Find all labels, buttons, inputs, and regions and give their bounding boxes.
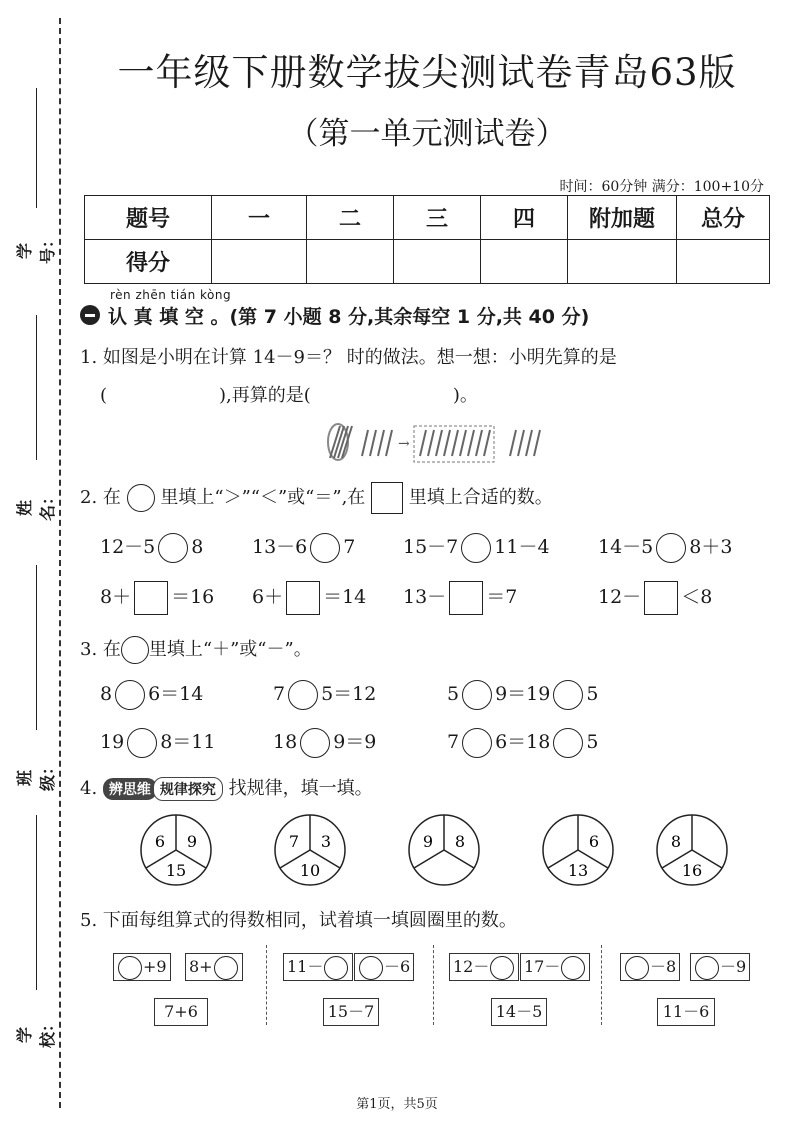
expr-tail: 5 bbox=[586, 731, 599, 753]
q2-row1-item bbox=[598, 532, 732, 563]
expr-left: 12－ bbox=[598, 586, 642, 608]
score-input-cell[interactable] bbox=[394, 240, 481, 284]
answer-circle[interactable] bbox=[490, 956, 514, 980]
page-subtitle: （第一单元测试卷） bbox=[287, 116, 567, 152]
expr-operand: 19 bbox=[100, 731, 125, 753]
square-symbol bbox=[371, 482, 403, 514]
q2-prompt-c: 里填上合适的数。 bbox=[408, 487, 553, 508]
q4-prompt-text: 找规律，填一填。 bbox=[228, 778, 373, 799]
wheel-bottom-value: 16 bbox=[681, 861, 703, 880]
q2-prompt bbox=[80, 482, 553, 514]
q2-prompt-a: 2. 在 bbox=[80, 487, 121, 508]
wheel-right-value: 8 bbox=[454, 832, 466, 851]
q2-row2-item bbox=[100, 581, 214, 615]
expr-post: －8 bbox=[650, 957, 677, 976]
score-input-cell[interactable] bbox=[568, 240, 677, 284]
operator-circle[interactable] bbox=[300, 728, 330, 758]
answer-circle[interactable] bbox=[118, 956, 142, 980]
column-1-cell: 一 bbox=[212, 196, 307, 240]
q5-prompt: 5. 下面每组算式的得数相同，试着填一填圆圈里的数。 bbox=[80, 910, 517, 931]
expr-rest: 5＝12 bbox=[321, 683, 377, 705]
name-label: 姓名： bbox=[15, 488, 57, 521]
compare-circle[interactable] bbox=[656, 533, 686, 563]
expr-right: ＝16 bbox=[171, 586, 215, 608]
expr-pre: 12－ bbox=[453, 957, 490, 976]
column-2-cell: 二 bbox=[307, 196, 394, 240]
expr-post: －9 bbox=[720, 957, 747, 976]
expr-left: 13－6 bbox=[252, 536, 308, 558]
q3-row1-item bbox=[447, 679, 598, 710]
score-table-header-row bbox=[85, 196, 770, 240]
operator-circle[interactable] bbox=[553, 728, 583, 758]
q3-row2-item bbox=[273, 727, 376, 758]
operator-circle[interactable] bbox=[288, 680, 318, 710]
expr-right: ＝14 bbox=[323, 586, 367, 608]
class-label: 班级： bbox=[15, 758, 57, 791]
group4-expr-b bbox=[690, 953, 750, 981]
student-no-line bbox=[36, 88, 37, 208]
wheel-right-value: 9 bbox=[186, 832, 198, 851]
group2-expr-b bbox=[354, 953, 414, 981]
expr-rest: 8＝11 bbox=[160, 731, 216, 753]
expr-right: 7 bbox=[343, 536, 356, 558]
answer-circle[interactable] bbox=[695, 956, 719, 980]
wheel-bottom-value: 10 bbox=[299, 861, 321, 880]
expr-operand: 5 bbox=[447, 683, 460, 705]
group-divider bbox=[433, 945, 434, 1025]
number-wheel-5 bbox=[655, 813, 729, 887]
expr-left: 6＋ bbox=[252, 586, 284, 608]
q3-row1-item bbox=[100, 679, 203, 710]
answer-square[interactable] bbox=[134, 581, 168, 615]
wheel-right-value: 3 bbox=[320, 832, 332, 851]
answer-square[interactable] bbox=[286, 581, 320, 615]
answer-circle[interactable] bbox=[214, 956, 238, 980]
answer-circle[interactable] bbox=[324, 956, 348, 980]
row-header-cell: 题号 bbox=[85, 196, 212, 240]
answer-square[interactable] bbox=[449, 581, 483, 615]
school-line bbox=[36, 815, 37, 990]
score-label-cell: 得分 bbox=[85, 240, 212, 284]
q3-prompt-b: 里填上“＋”或“－”。 bbox=[148, 639, 312, 660]
wheel-bottom-value: 13 bbox=[567, 861, 589, 880]
expr-pre: 11－ bbox=[287, 957, 324, 976]
score-table bbox=[84, 195, 770, 284]
q3-row1-item bbox=[273, 679, 376, 710]
group2-result: 15－7 bbox=[323, 998, 379, 1026]
group4-expr-a bbox=[620, 953, 680, 981]
expr-right: 8＋3 bbox=[689, 536, 733, 558]
expr-rest: 6＝18 bbox=[495, 731, 551, 753]
expr-left: 14－5 bbox=[598, 536, 654, 558]
score-input-cell[interactable] bbox=[212, 240, 307, 284]
wheel-left-value: 7 bbox=[288, 832, 300, 851]
group3-expr-b bbox=[520, 953, 590, 981]
expr-operand: 7 bbox=[447, 731, 460, 753]
q2-row2-item bbox=[598, 581, 712, 615]
operator-circle[interactable] bbox=[553, 680, 583, 710]
number-wheel-1 bbox=[139, 813, 213, 887]
q3-row2-item bbox=[447, 727, 598, 758]
section-title: 认 真 填 空 。(第 7 小题 8 分,其余每空 1 分,共 40 分) bbox=[108, 306, 590, 328]
q2-prompt-b: 里填上“＞”“＜”或“＝”,在 bbox=[160, 487, 366, 508]
operator-circle[interactable] bbox=[462, 680, 492, 710]
expr-operand: 8 bbox=[100, 683, 113, 705]
column-total-cell: 总分 bbox=[677, 196, 770, 240]
circle-symbol bbox=[127, 484, 155, 512]
expr-left: 8＋ bbox=[100, 586, 132, 608]
section-number-badge bbox=[80, 305, 100, 325]
column-4-cell: 四 bbox=[481, 196, 568, 240]
wheel-right-value: 6 bbox=[588, 832, 600, 851]
expr-tail: 5 bbox=[586, 683, 599, 705]
group1-result: 7+6 bbox=[154, 998, 208, 1026]
group4-result: 11－6 bbox=[657, 998, 715, 1026]
name-line bbox=[36, 315, 37, 460]
score-input-cell[interactable] bbox=[307, 240, 394, 284]
q1-paren-open: ( bbox=[100, 385, 108, 406]
group1-expr-a bbox=[113, 953, 171, 981]
expr-left: 12－5 bbox=[100, 536, 156, 558]
q1-line1: 1. 如图是小明在计算 14－9＝？ 时的做法。想一想：小明先算的是 bbox=[80, 347, 617, 368]
wheel-left-value: 6 bbox=[154, 832, 166, 851]
expr-post: －6 bbox=[384, 957, 411, 976]
expr-post: +9 bbox=[143, 957, 167, 976]
q2-row1-item bbox=[403, 532, 550, 563]
class-line bbox=[36, 565, 37, 730]
answer-circle[interactable] bbox=[625, 956, 649, 980]
group3-result: 14－5 bbox=[491, 998, 547, 1026]
time-info: 时间：60分钟 满分：100+10分 bbox=[559, 179, 764, 195]
q3-prompt-a: 3. 在 bbox=[80, 639, 121, 660]
q3-row2-item bbox=[100, 727, 215, 758]
answer-circle[interactable] bbox=[561, 956, 585, 980]
sticks-arrow: → bbox=[398, 436, 410, 452]
wheel-left-value: 9 bbox=[422, 832, 434, 851]
expr-rest: 9＝9 bbox=[333, 731, 377, 753]
tag-pattern: 规律探究 bbox=[153, 777, 223, 801]
compare-circle[interactable] bbox=[310, 533, 340, 563]
expr-right: ＝7 bbox=[486, 586, 518, 608]
q1-line2 bbox=[100, 381, 794, 407]
q2-row1-item bbox=[100, 532, 203, 563]
q1-line2-mid: ),再算的是( bbox=[219, 385, 311, 406]
circle-symbol bbox=[121, 636, 149, 664]
section-pinyin: rèn zhēn tián kòng bbox=[110, 288, 232, 302]
number-wheel-2 bbox=[273, 813, 347, 887]
answer-circle[interactable] bbox=[359, 956, 383, 980]
score-table-score-row bbox=[85, 240, 770, 284]
operator-circle[interactable] bbox=[115, 680, 145, 710]
compare-circle[interactable] bbox=[461, 533, 491, 563]
group-divider bbox=[601, 945, 602, 1025]
expr-pre: 17－ bbox=[524, 957, 561, 976]
expr-left: 15－7 bbox=[403, 536, 459, 558]
expr-right: 11－4 bbox=[494, 536, 550, 558]
answer-square[interactable] bbox=[644, 581, 678, 615]
number-wheel-4 bbox=[541, 813, 615, 887]
expr-pre: 8+ bbox=[189, 957, 213, 976]
compare-circle[interactable] bbox=[158, 533, 188, 563]
binding-dashed-line bbox=[59, 18, 61, 1108]
page-title: 一年级下册数学拔尖测试卷青岛63版 bbox=[117, 51, 737, 94]
q3-prompt bbox=[80, 635, 312, 664]
number-wheel-3 bbox=[407, 813, 481, 887]
page-footer: 第1页，共5页 bbox=[356, 1097, 438, 1112]
group-divider bbox=[266, 945, 267, 1025]
sticks-illustration bbox=[320, 418, 550, 468]
column-bonus-cell: 附加题 bbox=[568, 196, 677, 240]
expr-rest: 9＝19 bbox=[495, 683, 551, 705]
expr-operand: 18 bbox=[273, 731, 298, 753]
school-label: 学校： bbox=[15, 1015, 57, 1048]
wheel-left-value: 8 bbox=[670, 832, 682, 851]
operator-circle[interactable] bbox=[462, 728, 492, 758]
group1-expr-b bbox=[185, 953, 243, 981]
expr-right: 8 bbox=[191, 536, 204, 558]
q1-line2-end: )。 bbox=[452, 385, 478, 406]
expr-operand: 7 bbox=[273, 683, 286, 705]
tag-thinking: 辨思维 bbox=[103, 778, 157, 800]
q4-prompt bbox=[80, 774, 373, 801]
student-no-label: 学号： bbox=[15, 231, 57, 264]
score-input-cell[interactable] bbox=[677, 240, 770, 284]
wheel-bottom-value: 15 bbox=[165, 861, 187, 880]
column-3-cell: 三 bbox=[394, 196, 481, 240]
group3-expr-a bbox=[449, 953, 519, 981]
q2-row2-item bbox=[403, 581, 517, 615]
expr-rest: 6＝14 bbox=[148, 683, 204, 705]
q4-number: 4. bbox=[80, 778, 98, 799]
q2-row1-item bbox=[252, 532, 355, 563]
group2-expr-a bbox=[283, 953, 353, 981]
expr-left: 13－ bbox=[403, 586, 447, 608]
expr-right: ＜8 bbox=[681, 586, 713, 608]
operator-circle[interactable] bbox=[127, 728, 157, 758]
q2-row2-item bbox=[252, 581, 366, 615]
score-input-cell[interactable] bbox=[481, 240, 568, 284]
